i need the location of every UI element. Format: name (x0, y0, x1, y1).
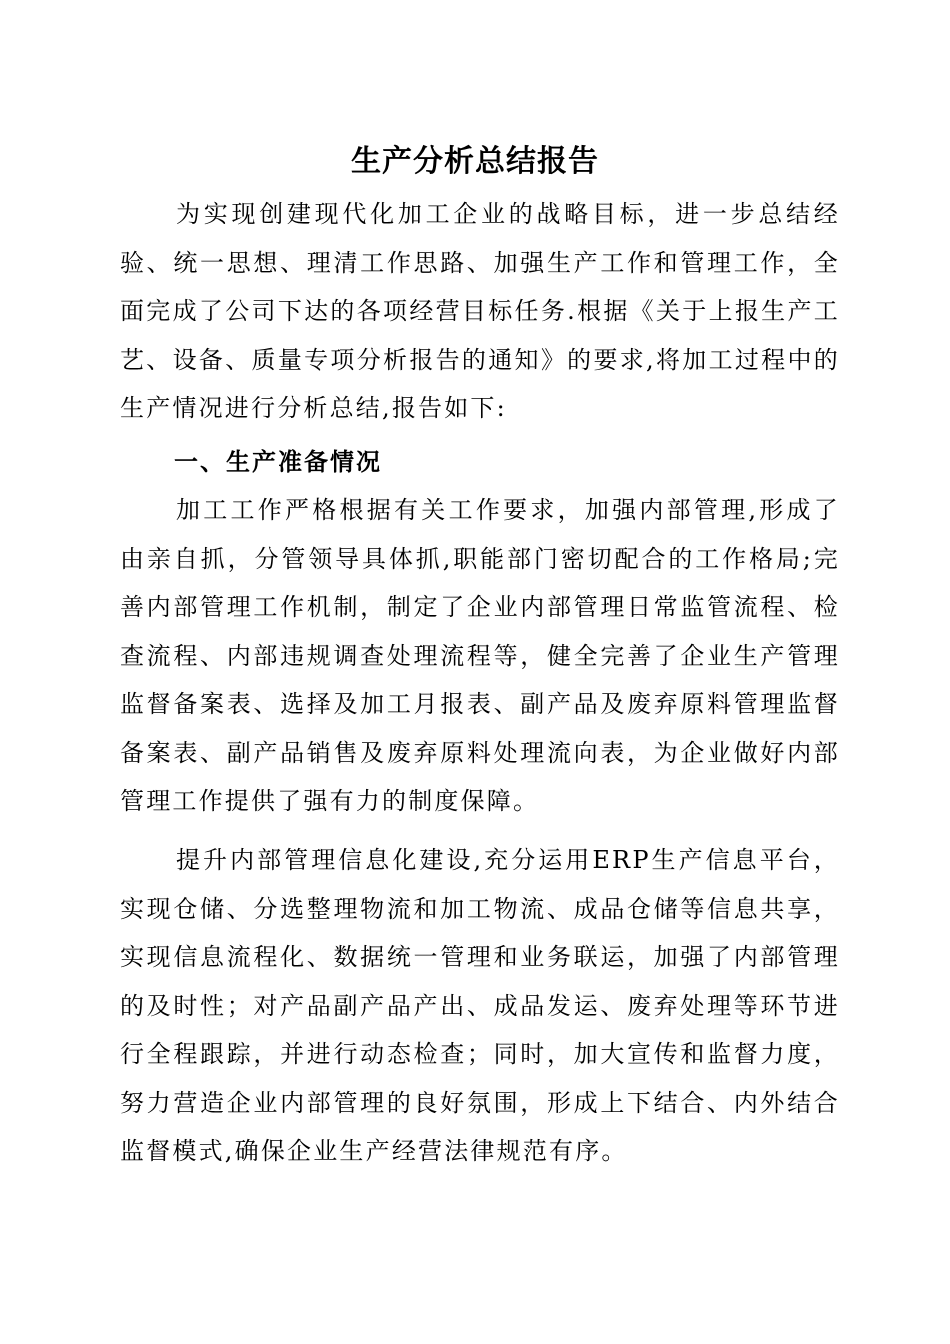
document-title: 生产分析总结报告 (351, 144, 599, 179)
section-heading: 一、生产准备情况 (174, 447, 382, 476)
body-paragraph-2: 提升内部管理信息化建设,充分运用ERP生产信息平台，实现仓储、分选整理物流和加工物流、成品仓储等信息共享，实现信息流程化、数据统一管理和业务联运，加强了内部管理的及时性；对产品副产品产出、成品发运、废弃处理等环节进行全程跟踪，并进行动态检查；同时，加大宣传和监督力度，努力营造企业内部管理的良好氛围，形成上下结合、内外结合监督模式,确保企业生产经营法律规范有序。 (120, 846, 840, 1165)
intro-paragraph: 为实现创建现代化加工企业的战略目标，进一步总结经验、统一思想、理清工作思路、加强生产工作和管理工作，全面完成了公司下达的各项经营目标任务.根据《关于上报生产工艺、设备、质量专项分析报告的通知》的要求,将加工过程中的生产情况进行分析总结,报告如下: (120, 200, 840, 422)
body-paragraph-1: 加工工作严格根据有关工作要求，加强内部管理,形成了由亲自抓，分管领导具体抓,职能部门密切配合的工作格局;完善内部管理工作机制，制定了企业内部管理日常监管流程、检查流程、内部违规调查处理流程等，健全完善了企业生产管理监督备案表、选择及加工月报表、副产品及废弃原料管理监督备案表、副产品销售及废弃原料处理流向表，为企业做好内部管理工作提供了强有力的制度保障。 (120, 496, 840, 815)
